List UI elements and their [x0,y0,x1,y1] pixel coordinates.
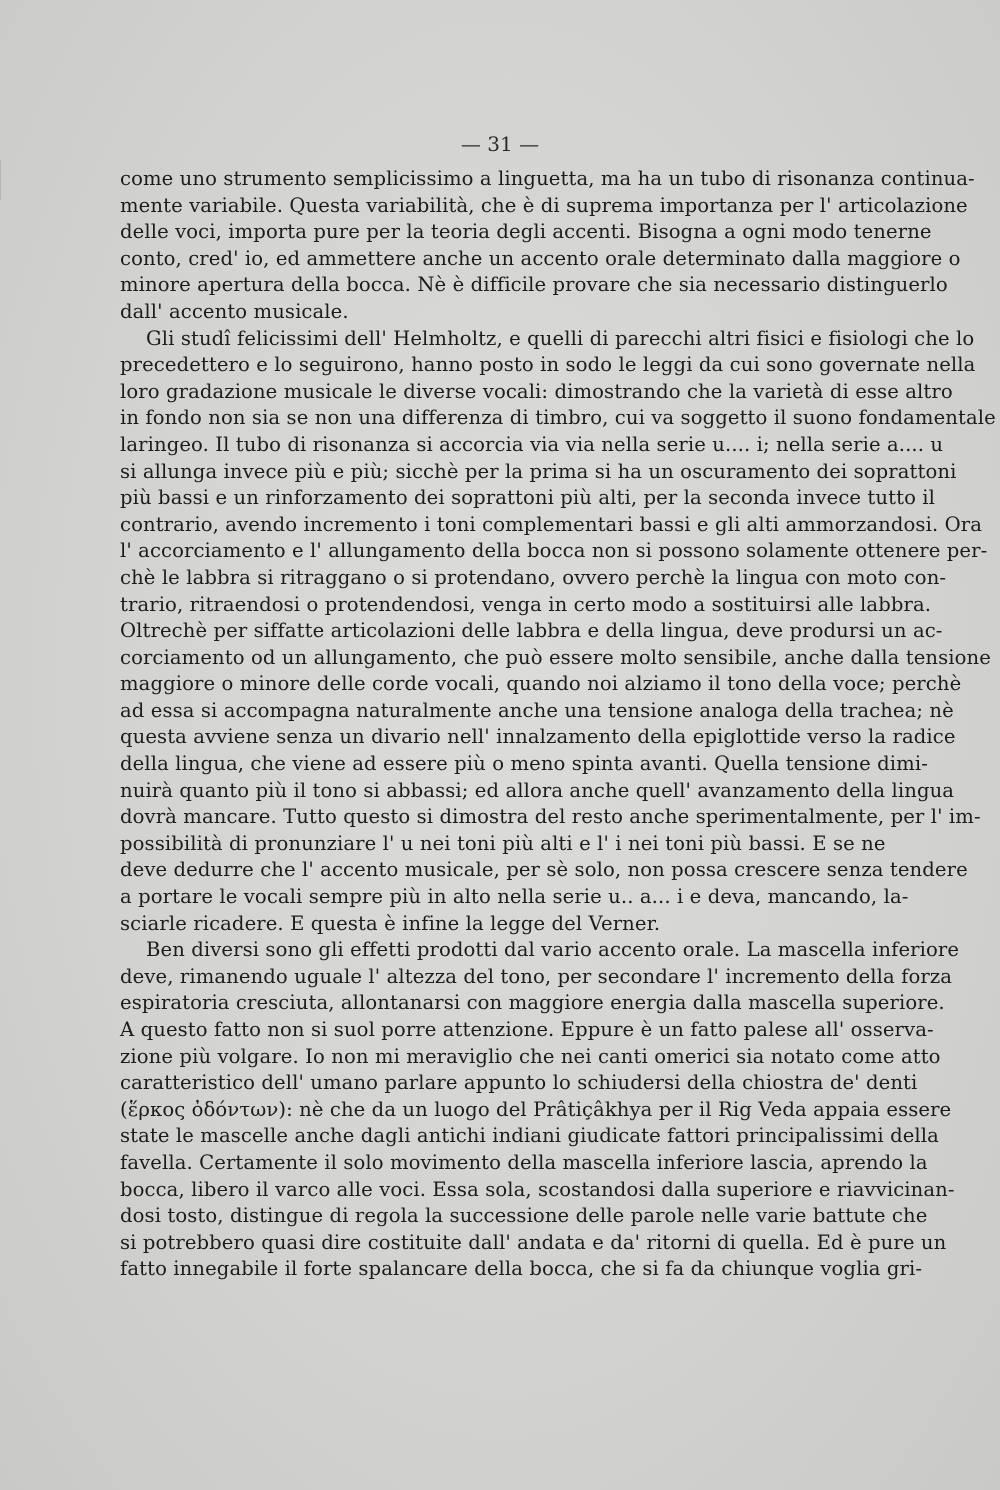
text-line: precedettero e lo seguirono, hanno posto in sodo le leggi da cui sono governate nella [120,353,976,377]
text-line: Ben diversi sono gli effetti prodotti dal vario accento orale. La mascella inferiore [146,938,960,962]
text-line: trario, ritraendosi o protendendosi, venga in certo modo a sostituirsi alle labbra. [120,592,932,616]
page-edge-mark [0,160,15,200]
paragraph [120,326,996,938]
text-line: dall' accento musicale. [120,299,349,323]
text-line: si allunga invece più e più; sicchè per la prima si ha un oscuramento dei soprattoni [120,459,957,483]
text-line: Oltrechè per siffatte articolazioni delle labbra e della lingua, deve prodursi un ac- [120,619,943,643]
text-line: zione più volgare. Io non mi meraviglio che nei canti omerici sia notato come atto [120,1044,941,1068]
text-line: nuirà quanto più il tono si abbassi; ed allora anche quell' avanzamento della lingua [120,778,955,802]
text-line: in fondo non sia se non una differenza di timbro, cui va soggetto il suono fondamentale [120,406,996,430]
text-line: corciamento od un allungamento, che può essere molto sensibile, anche dalla tensione [120,645,991,669]
text-line: deve, rimanendo uguale l' altezza del tono, per secondare l' incremento della forza [120,964,953,988]
text-line: chè le labbra si ritraggano o si protendano, ovvero perchè la lingua con moto con- [120,565,947,589]
text-line: laringeo. Il tubo di risonanza si accorcia via via nella serie u.... i; nella serie a.... u [120,432,944,456]
text-line: conto, cred' io, ed ammettere anche un accento orale determinato dalla maggiore o [120,246,961,270]
paragraph [120,166,975,326]
text-line: bocca, libero il varco alle voci. Essa sola, scostandosi dalla superiore e riavvicinan- [120,1177,955,1201]
text-line: mente variabile. Questa variabilità, che è di suprema importanza per l' articolazione [120,193,968,217]
text-line: si potrebbero quasi dire costituite dall' andata e da' ritorni di quella. Ed è pure un [120,1230,947,1254]
text-line: favella. Certamente il solo movimento della mascella inferiore lascia, aprendo la [120,1150,928,1174]
text-line: delle voci, importa pure per la teoria degli accenti. Bisogna a ogni modo tenerne [120,220,932,244]
text-line: della lingua, che viene ad essere più o meno spinta avanti. Quella tensione dimi- [120,752,928,776]
text-line: a portare le vocali sempre più in alto nella serie u.. a... i e deva, mancando, la- [120,885,909,909]
text-line: dosi tosto, distingue di regola la successione delle parole nelle varie battute che [120,1204,928,1228]
text-line: maggiore o minore delle corde vocali, quando noi alziamo il tono della voce; perchè [120,672,962,696]
text-line: caratteristico dell' umano parlare appunto lo schiudersi della chiostra de' denti [120,1071,918,1095]
text-line: Gli studî felicissimi dell' Helmholtz, e quelli di parecchi altri fisici e fisiologi che lo [146,326,975,350]
text-line: contrario, avendo incremento i toni complementari bassi e gli alti ammorzandosi. Ora [120,512,983,536]
text-line: l' accorciamento e l' allungamento della bocca non si possono solamente ottenere per- [120,539,988,563]
page-number: — 31 — [460,132,540,156]
text-line: più bassi e un rinforzamento dei soprattoni più alti, per la seconda invece tutto il [120,486,936,510]
text-line: A questo fatto non si suol porre attenzione. Eppure è un fatto palese all' osserva- [120,1018,934,1041]
text-line: minore apertura della bocca. Nè è difficile provare che sia necessario distinguerlo [120,273,948,297]
text-line: sciarle ricadere. E questa è infine la legge del Verner. [120,911,661,935]
body-text [120,166,996,1283]
text-line: possibilità di pronunziare l' u nei toni più alti e l' i nei toni più bassi. E se ne [120,831,886,855]
paragraph [120,937,960,1283]
text-line: state le mascelle anche dagli antichi indiani giudicate fattori principalissimi della [120,1124,939,1148]
text-line: fatto innegabile il forte spalancare della bocca, che si fa da chiunque voglia gri- [120,1257,923,1281]
text-line: espiratoria cresciuta, allontanarsi con maggiore energia dalla mascella superiore. [120,991,945,1015]
text-line: come uno strumento semplicissimo a linguetta, ma ha un tubo di risonanza continua- [120,167,975,190]
text-line: ad essa si accompagna naturalmente anche una tensione analoga della trachea; nè [120,698,954,722]
text-line: questa avviene senza un divario nell' innalzamento della epiglottide verso la radice [120,725,956,749]
text-line: dovrà mancare. Tutto questo si dimostra del resto anche sperimentalmente, per l' im- [120,805,981,829]
text-line: (ἕρκος ὀδόντων): nè che da un luogo del Prâtiçâkhya per il Rig Veda appaia essere [120,1097,952,1121]
text-line: deve dedurre che l' accento musicale, per sè solo, non possa crescere senza tendere [120,858,968,882]
text-line: loro gradazione musicale le diverse vocali: dimostrando che la varietà di esse altro [120,379,953,403]
